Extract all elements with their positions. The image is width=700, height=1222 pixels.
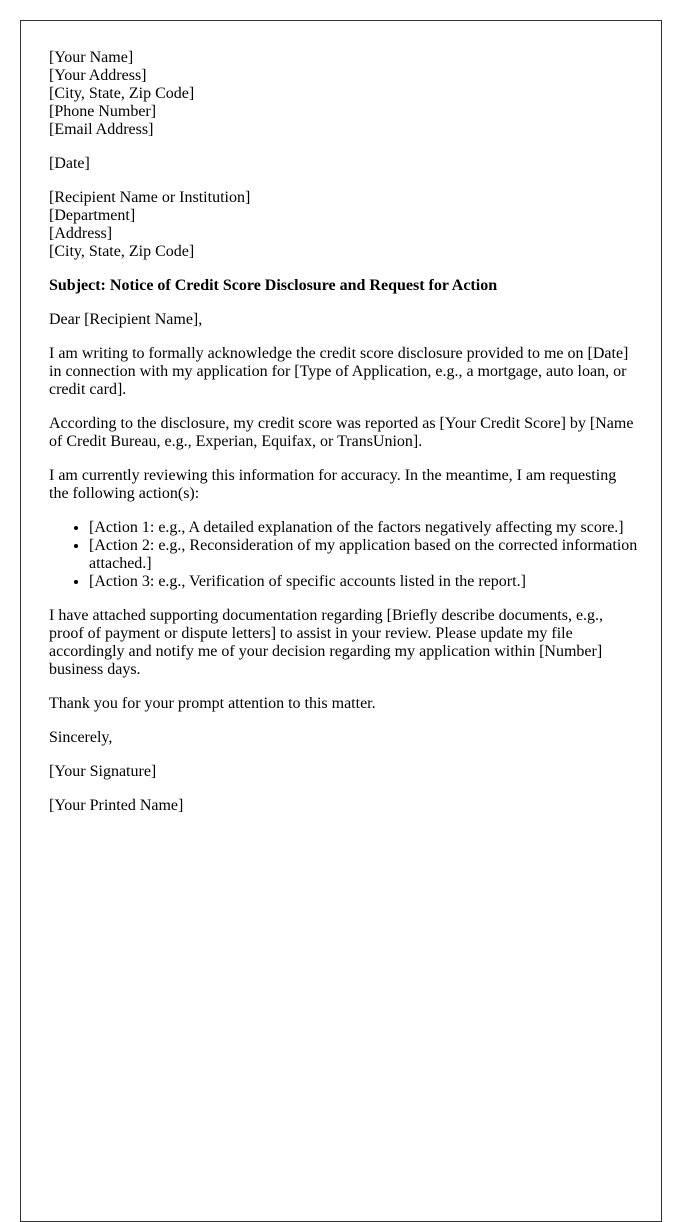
body-paragraph-3: I am currently reviewing this information for accuracy. In the meantime, I am requesting the following action(s): [49, 467, 617, 502]
action-item-2: • [Action 2: e.g., Reconsideration of my application based on the corrected information attached.] [89, 537, 639, 573]
recipient-department: [Department] [49, 207, 136, 224]
signature: [Your Signature] [49, 763, 157, 780]
action-item-1: • [Action 1: e.g., A detailed explanation of the factors negatively affecting my score.] [89, 519, 639, 537]
sender-email: [Email Address] [49, 121, 154, 138]
sender-city-state-zip: [City, State, Zip Code] [49, 85, 195, 102]
printed-name: [Your Printed Name] [49, 797, 184, 814]
action-list [49, 519, 639, 591]
action-item-3: • [Action 3: e.g., Verification of specific accounts listed in the report.] [89, 573, 639, 591]
sender-phone: [Phone Number] [49, 103, 157, 120]
sender-address: [Your Address] [49, 67, 147, 84]
body-paragraph-5: Thank you for your prompt attention to this matter. [49, 695, 376, 712]
recipient-name: [Recipient Name or Institution] [49, 189, 251, 206]
sender-name: [Your Name] [49, 49, 134, 66]
letter-page [20, 20, 662, 1222]
letter-content [49, 49, 639, 831]
recipient-city-state-zip: [City, State, Zip Code] [49, 243, 195, 260]
valediction: Sincerely, [49, 729, 113, 746]
letter-date: [Date] [49, 155, 90, 172]
subject-line: Subject: Notice of Credit Score Disclosure and Request for Action [49, 277, 498, 294]
body-paragraph-4: I have attached supporting documentation regarding [Briefly describe documents, e.g., proof of payment or dispute letters] to assist in your review. Please update my file accordingly and notify me of your decision regarding my application within [Number] business days. [49, 607, 604, 678]
recipient-block [49, 189, 639, 261]
salutation: Dear [Recipient Name], [49, 311, 203, 328]
body-paragraph-1: I am writing to formally acknowledge the credit score disclosure provided to me on [Date] in connection with my application for [Type of Application, e.g., a mortgage, auto loan, or credit card]. [49, 345, 629, 398]
document-viewport [20, 20, 662, 814]
sender-block [49, 49, 639, 139]
body-paragraph-2: According to the disclosure, my credit score was reported as [Your Credit Score] by [Name of Credit Bureau, e.g., Experian, Equifax, or TransUnion]. [49, 415, 634, 450]
recipient-address: [Address] [49, 225, 113, 242]
